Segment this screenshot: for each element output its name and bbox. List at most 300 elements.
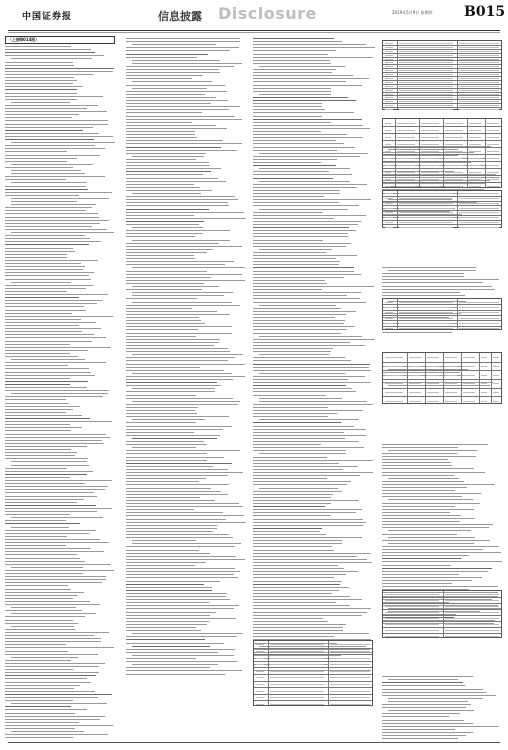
table-cell-text — [445, 179, 463, 180]
text-line — [253, 590, 339, 591]
text-line — [382, 509, 474, 510]
table-cell-text — [385, 179, 391, 180]
text-line — [5, 496, 97, 497]
text-line — [5, 396, 103, 397]
text-line — [253, 326, 355, 327]
text-line — [5, 251, 75, 252]
text-line — [253, 298, 360, 299]
table-cell-text — [469, 151, 481, 152]
table-cell-text — [459, 328, 499, 329]
table-row-rule — [383, 53, 501, 54]
table-cell-text — [427, 357, 439, 358]
text-line — [132, 664, 218, 665]
table-cell-text — [459, 43, 499, 44]
text-line — [5, 403, 69, 404]
table-cell-text — [493, 401, 499, 402]
text-line — [126, 559, 245, 560]
text-line — [11, 173, 85, 174]
text-line — [5, 437, 110, 438]
text-line — [5, 155, 100, 156]
text-line — [5, 260, 98, 261]
table-col-rule — [443, 353, 444, 403]
text-line — [5, 353, 70, 354]
table-cell-text — [409, 383, 421, 384]
text-line — [126, 391, 215, 392]
text-line — [253, 559, 367, 560]
text-line — [253, 81, 346, 82]
text-line — [5, 737, 73, 738]
table-cell-text — [385, 186, 391, 187]
table-cell-text — [399, 109, 453, 110]
text-line — [5, 158, 77, 159]
text-line — [253, 140, 336, 141]
text-line — [5, 483, 85, 484]
footer-rule — [8, 742, 500, 743]
text-line — [253, 292, 361, 293]
text-lines — [253, 36, 375, 742]
text-line — [5, 96, 103, 97]
text-line — [253, 224, 358, 225]
text-line — [5, 669, 73, 670]
text-line — [126, 546, 235, 547]
text-line — [5, 93, 77, 94]
table-cell-text — [445, 137, 463, 138]
text-line — [5, 452, 77, 453]
text-line — [126, 416, 229, 417]
table-cell-text — [445, 375, 457, 376]
text-line — [126, 308, 192, 309]
text-line — [126, 370, 224, 371]
table-cell-text — [397, 172, 415, 173]
text-line — [5, 189, 88, 190]
text-line — [253, 457, 327, 458]
text-line — [382, 546, 499, 547]
table-cell-text — [427, 383, 439, 384]
text-line — [253, 450, 346, 451]
table-cell-text — [399, 328, 453, 329]
table-cell-text — [270, 677, 324, 678]
text-line — [126, 69, 219, 70]
text-line — [382, 555, 469, 556]
text-line — [5, 111, 107, 112]
text-line — [5, 499, 84, 500]
text-line — [5, 697, 98, 698]
text-line — [126, 342, 219, 343]
text-line — [253, 475, 360, 476]
text-line — [253, 314, 346, 315]
table-cell-text — [397, 137, 415, 138]
text-line — [253, 432, 344, 433]
text-line — [11, 517, 103, 518]
table-row-rule — [383, 370, 501, 371]
text-line — [5, 223, 100, 224]
table-cell-text — [459, 109, 499, 110]
text-line — [253, 525, 363, 526]
table-row-rule — [383, 597, 501, 598]
text-line — [126, 494, 228, 495]
text-line — [253, 171, 329, 172]
table-cell-text — [493, 366, 499, 367]
bottom-table — [253, 640, 373, 706]
text-line — [253, 624, 346, 625]
text-line — [5, 505, 96, 506]
table-cell-text — [399, 43, 453, 44]
table-col-rule — [443, 119, 444, 187]
text-line — [132, 540, 196, 541]
text-line — [5, 99, 77, 100]
text-line — [253, 370, 371, 371]
issue-date: 2019年5月9日 星期四 — [392, 10, 433, 15]
text-line — [126, 649, 235, 650]
text-line — [382, 549, 483, 550]
text-line — [126, 119, 242, 120]
text-line — [253, 478, 327, 479]
text-line — [253, 264, 339, 265]
table-col-rule — [457, 191, 458, 227]
text-line — [253, 506, 325, 507]
text-line — [5, 421, 112, 422]
text-line — [5, 207, 92, 208]
text-line — [253, 50, 336, 51]
table-row-rule — [383, 88, 501, 89]
text-line — [253, 466, 358, 467]
text-line — [253, 391, 356, 392]
text-line — [126, 125, 216, 126]
text-line — [5, 266, 85, 267]
text-line — [126, 522, 246, 523]
text-line — [126, 258, 195, 259]
text-line — [253, 627, 343, 628]
table-cell-text — [459, 94, 499, 95]
text-line — [132, 543, 241, 544]
text-line — [382, 726, 499, 727]
text-line — [132, 240, 230, 241]
text-line — [253, 112, 354, 113]
table-col-rule — [395, 119, 396, 187]
text-line — [11, 182, 87, 183]
text-line — [5, 458, 88, 459]
text-line — [5, 275, 89, 276]
text-line — [126, 116, 235, 117]
table-cell-text — [445, 606, 499, 607]
text-line — [253, 280, 325, 281]
text-line — [126, 441, 204, 442]
text-line — [253, 78, 369, 79]
table-cell-text — [256, 677, 264, 678]
text-line — [5, 195, 79, 196]
text-line — [5, 409, 73, 410]
table-cell-text — [459, 51, 499, 52]
text-line — [5, 536, 67, 537]
text-line — [382, 493, 481, 494]
table-cell-text — [487, 158, 499, 159]
text-line — [253, 187, 357, 188]
text-line — [253, 426, 354, 427]
text-line — [5, 573, 83, 574]
text-line — [5, 666, 99, 667]
text-line — [126, 128, 227, 129]
text-line — [126, 100, 228, 101]
table-cell-text — [270, 691, 324, 692]
table-row-rule — [383, 140, 501, 141]
text-line — [126, 568, 235, 569]
text-line — [382, 561, 502, 562]
text-line — [5, 455, 75, 456]
text-line — [132, 60, 220, 61]
text-line — [126, 500, 215, 501]
text-line — [5, 430, 71, 431]
text-line — [259, 168, 350, 169]
table-cell-text — [481, 375, 487, 376]
table-row-rule — [383, 196, 501, 197]
table-col-rule — [328, 641, 329, 705]
text-line — [253, 72, 332, 73]
text-line — [5, 86, 83, 87]
text-line — [253, 599, 362, 600]
text-line — [253, 410, 363, 411]
text-line — [259, 488, 338, 489]
table-cell-text — [256, 684, 264, 685]
share-change-table — [382, 590, 502, 638]
table-row-rule — [383, 95, 501, 96]
text-line — [11, 58, 92, 59]
text-line — [126, 515, 244, 516]
table-cell-text — [487, 165, 499, 166]
text-line — [5, 551, 104, 552]
text-line — [5, 474, 87, 475]
text-line — [5, 319, 81, 320]
table-cell-text — [385, 357, 403, 358]
text-line — [132, 193, 201, 194]
table-cell-text — [385, 630, 439, 631]
text-line — [382, 515, 461, 516]
text-line — [5, 399, 66, 400]
table-row-rule — [383, 205, 501, 206]
table-cell-text — [421, 179, 439, 180]
text-line — [253, 221, 361, 222]
text-line — [5, 734, 108, 735]
table-cell-text — [459, 101, 499, 102]
table-row-rule — [383, 49, 501, 50]
text-lines — [5, 36, 115, 742]
text-line — [5, 691, 95, 692]
table-cell-text — [330, 651, 370, 652]
text-line — [5, 105, 98, 106]
text-line — [5, 719, 100, 720]
text-line — [382, 565, 451, 566]
table-row-rule — [383, 609, 501, 610]
text-line — [253, 230, 356, 231]
text-line — [126, 453, 207, 454]
text-line — [253, 323, 344, 324]
text-line — [253, 339, 375, 340]
table-cell-text — [256, 671, 264, 672]
text-line — [253, 568, 344, 569]
text-line — [126, 78, 192, 79]
text-line — [5, 632, 109, 633]
table-row-rule — [383, 627, 501, 628]
text-line — [388, 679, 458, 680]
table-cell-text — [487, 179, 499, 180]
text-line — [253, 512, 356, 513]
table-cell-text — [481, 383, 487, 384]
table-row-rule — [383, 103, 501, 104]
text-line — [253, 497, 331, 498]
text-line — [126, 593, 227, 594]
table-cell-text — [330, 704, 370, 705]
table-cell-text — [459, 312, 499, 313]
table-cell-text — [399, 94, 453, 95]
text-line — [126, 379, 233, 380]
text-line — [126, 85, 225, 86]
table-cell-text — [256, 658, 264, 659]
text-line — [253, 329, 347, 330]
table-cell-text — [399, 302, 453, 303]
table-cell-text — [385, 66, 393, 67]
table-cell-text — [270, 644, 324, 645]
table-row-rule — [383, 72, 501, 73]
text-line — [5, 238, 90, 239]
table-cell-text — [487, 151, 499, 152]
table-cell-text — [469, 130, 481, 131]
text-line — [126, 277, 211, 278]
text-line — [253, 543, 342, 544]
text-line — [5, 390, 109, 391]
table-cell-text — [270, 697, 324, 698]
text-line — [382, 487, 467, 488]
table-cell-text — [397, 144, 415, 145]
table-cell-text — [409, 366, 421, 367]
table-col-rule — [461, 353, 462, 403]
text-line — [5, 186, 86, 187]
text-line — [382, 496, 462, 497]
text-line — [253, 317, 335, 318]
table-row-rule — [383, 315, 501, 316]
text-line — [126, 209, 209, 210]
text-line — [5, 623, 78, 624]
text-line — [382, 524, 493, 525]
text-line — [253, 41, 342, 42]
text-line — [126, 159, 196, 160]
text-line — [5, 176, 105, 177]
text-line — [126, 413, 197, 414]
table-cell-text — [459, 74, 499, 75]
text-line — [5, 46, 71, 47]
text-line — [5, 641, 101, 642]
table-row-rule — [383, 133, 501, 134]
table-cell-text — [330, 691, 370, 692]
text-line — [5, 347, 111, 348]
text-line — [253, 63, 331, 64]
table-cell-text — [385, 82, 393, 83]
text-line — [382, 512, 450, 513]
text-line — [5, 434, 106, 435]
text-line — [126, 162, 209, 163]
table-cell-text — [256, 664, 264, 665]
table-row-rule — [383, 64, 501, 65]
text-line — [5, 344, 70, 345]
table-cell-text — [459, 90, 499, 91]
text-line — [126, 608, 234, 609]
text-line — [126, 577, 238, 578]
table-cell-text — [330, 677, 370, 678]
table-cell-text — [469, 144, 481, 145]
text-line — [126, 587, 212, 588]
text-line — [126, 333, 232, 334]
text-line — [253, 271, 354, 272]
text-line — [132, 63, 242, 64]
text-column-3 — [253, 36, 375, 742]
text-line — [253, 165, 336, 166]
text-line — [126, 481, 199, 482]
text-line — [253, 131, 321, 132]
text-line — [253, 596, 350, 597]
text-line — [126, 469, 228, 470]
text-line — [11, 613, 96, 614]
text-line — [253, 481, 351, 482]
table-cell-text — [469, 186, 481, 187]
table-row-rule — [383, 175, 501, 176]
table-cell-text — [487, 144, 499, 145]
table-cell-text — [399, 193, 453, 194]
text-line — [5, 706, 71, 707]
text-line — [253, 295, 347, 296]
text-line — [126, 274, 242, 275]
table-cell-text — [256, 697, 264, 698]
table-col-rule — [397, 41, 398, 109]
text-line — [253, 633, 369, 634]
text-line — [126, 311, 217, 312]
text-line — [253, 106, 322, 107]
table-row-rule — [254, 648, 372, 649]
text-line — [126, 187, 200, 188]
text-line — [253, 205, 359, 206]
text-line — [126, 339, 220, 340]
text-line — [126, 326, 232, 327]
text-line — [253, 174, 352, 175]
text-line — [5, 244, 89, 245]
text-line — [253, 351, 331, 352]
text-line — [253, 147, 355, 148]
text-line — [253, 593, 332, 594]
text-line — [253, 357, 345, 358]
text-line — [126, 528, 217, 529]
text-line — [126, 329, 198, 330]
table-cell-text — [487, 137, 499, 138]
text-line — [126, 627, 196, 628]
text-line — [253, 494, 333, 495]
table-cell-text — [385, 109, 393, 110]
text-line — [253, 608, 371, 609]
text-lines — [126, 36, 246, 742]
text-line — [253, 385, 346, 386]
text-line — [253, 193, 340, 194]
table-row-rule — [383, 379, 501, 380]
table-cell-text — [445, 401, 457, 402]
text-line — [5, 443, 104, 444]
text-line — [5, 322, 96, 323]
text-line — [5, 117, 72, 118]
text-line — [5, 372, 91, 373]
text-line — [126, 562, 206, 563]
text-line — [382, 472, 485, 473]
text-line — [5, 675, 96, 676]
text-line — [126, 382, 217, 383]
table-cell-text — [469, 137, 481, 138]
text-line — [5, 604, 100, 605]
text-line — [126, 249, 213, 250]
table-cell-text — [399, 208, 453, 209]
